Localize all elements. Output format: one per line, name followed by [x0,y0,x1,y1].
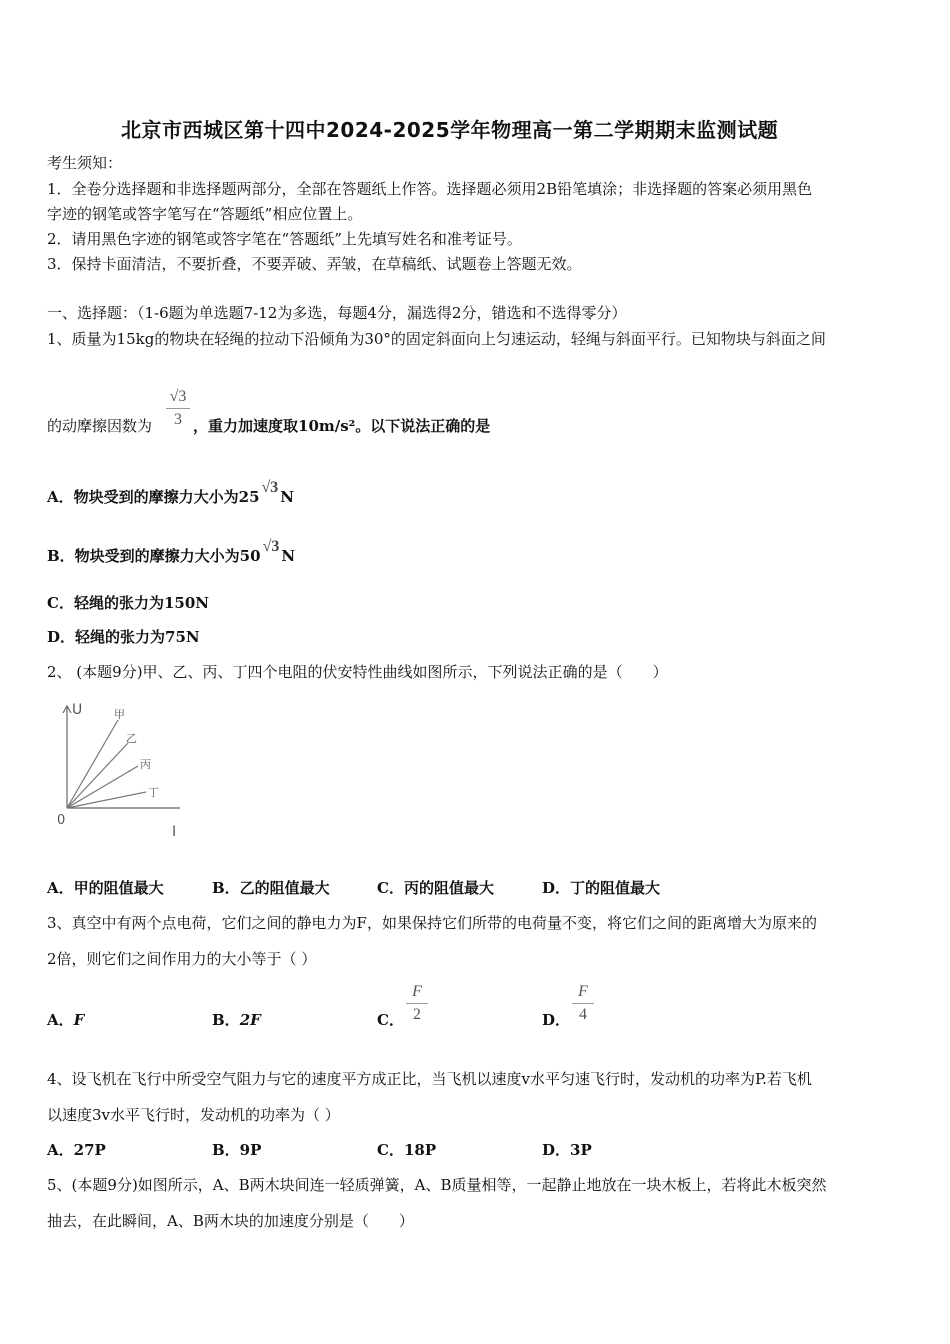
q3-option-c-fraction [406,983,428,1024]
q2-label-ding: 丁 [148,786,159,799]
q2-option-a: A．甲的阻值最大 [47,879,164,897]
q3-option-d-denominator: 4 [579,1006,587,1023]
q1-mu-fraction [166,388,190,429]
q3-option-c-numerator: F [412,983,422,1000]
section-heading: 一、选择题：（1-6题为单选题7-12为多选，每题4分，漏选得2分，错选和不选得零分） [47,304,627,322]
q4-option-a: A．27P [47,1141,106,1159]
q3-option-c-label: C． [377,1011,404,1029]
q1-stem-line1: 1、质量为15kg的物块在轻绳的拉动下沿倾角为30°的固定斜面向上匀速运动，轻绳与斜面平行。已知物块与斜面之间 [47,330,826,348]
q3-option-b [212,1009,261,1030]
notice-item-1: 1．全卷分选择题和非选择题两部分，全部在答题纸上作答。选择题必须用2B铅笔填涂；非选择题的答案必须用黑色 [47,180,813,198]
notice-item-1-cont: 字迹的钢笔或答字笔写在“答题纸”相应位置上。 [47,205,363,223]
q1-option-b-sqrt: √3 [262,538,280,555]
q2-label-jia: 甲 [114,708,125,721]
q3-option-a-value: F [73,1011,85,1029]
q4-option-d: D．3P [542,1141,592,1159]
page-title: 北京市西城区第十四中2024-2025学年物理高一第二学期期末监测试题 [121,118,779,142]
q1-option-b [47,538,296,566]
notice-item-2: 2．请用黑色字迹的钢笔或答字笔在“答题纸”上先填写姓名和准考证号。 [47,230,522,248]
q3-option-a [47,1009,84,1030]
q4-stem-line1: 4、设飞机在飞行中所受空气阻力与它的速度平方成正比，当飞机以速度v水平匀速飞行时，发动机的功率为P.若飞机 [47,1070,812,1088]
q2-label-bing: 丙 [140,758,151,771]
q3-option-a-label: A． [47,1011,74,1029]
q3-option-d-fraction [572,983,594,1024]
q2-option-d: D．丁的阻值最大 [542,879,661,897]
notice-item-3: 3．保持卡面清洁，不要折叠，不要弄破、弄皱，在草稿纸、试题卷上答题无效。 [47,255,582,273]
q5-stem-line2: 抽去，在此瞬间，A、B两木块的加速度分别是（ ） [47,1212,414,1230]
q2-origin-label: 0 [57,813,66,828]
q4-option-b: B．9P [212,1141,262,1159]
q1-option-b-unit: N [281,547,296,565]
q1-option-c: C．轻绳的张力为150N [47,594,209,612]
q3-option-c-denominator: 2 [413,1006,421,1023]
q1-option-a-text: A．物块受到的摩擦力大小为25 [47,488,260,506]
q3-stem-line1: 3、真空中有两个点电荷，它们之间的静电力为F，如果保持它们所带的电荷量不变，将它们之间的距离增大为原来的 [47,914,817,932]
q2-line-jia [67,720,118,808]
q2-line-ding [67,792,146,808]
q2-option-c: C．丙的阻值最大 [377,879,494,897]
q1-mu-denominator: 3 [174,411,182,428]
q2-axis-u-label: U [72,702,83,718]
q4-stem-line2: 以速度3v水平飞行时，发动机的功率为（ ） [47,1106,340,1124]
q3-stem-line2: 2倍，则它们之间作用力的大小等于（ ） [47,950,317,968]
q2-line-bing [67,766,138,808]
q1-option-d: D．轻绳的张力为75N [47,628,200,646]
q1-stem-line2-pre: 的动摩擦因数为 [47,417,153,435]
q5-stem-line1: 5、(本题9分)如图所示，A、B两木块间连一轻质弹簧，A、B质量相等，一起静止地放在一块木板上，若将此木板突然 [47,1176,827,1194]
q2-line-yi [67,743,128,808]
q1-option-a [47,479,295,507]
q2-label-yi: 乙 [126,732,137,745]
q3-option-d-numerator: F [578,983,588,1000]
q2-axis-i-label: I [172,824,177,840]
q2-option-b: B．乙的阻值最大 [212,879,330,897]
q2-iv-graph [52,698,192,848]
q2-stem: 2、 (本题9分)甲、乙、丙、丁四个电阻的伏安特性曲线如图所示，下列说法正确的是（ ） [47,663,668,681]
q4-option-c: C．18P [377,1141,437,1159]
q1-option-b-text: B．物块受到的摩擦力大小为50 [47,547,261,565]
q3-option-b-label: B． [212,1011,240,1029]
notice-heading: 考生须知： [47,154,123,172]
q1-option-a-sqrt: √3 [261,479,279,496]
q1-stem-line2-post: ，重力加速度取10m/s²。以下说法正确的是 [193,417,491,435]
q1-option-a-unit: N [280,488,295,506]
q3-option-d-label: D． [542,1011,571,1029]
q1-mu-numerator: √3 [169,388,187,405]
q3-option-b-value: 2F [239,1011,261,1029]
